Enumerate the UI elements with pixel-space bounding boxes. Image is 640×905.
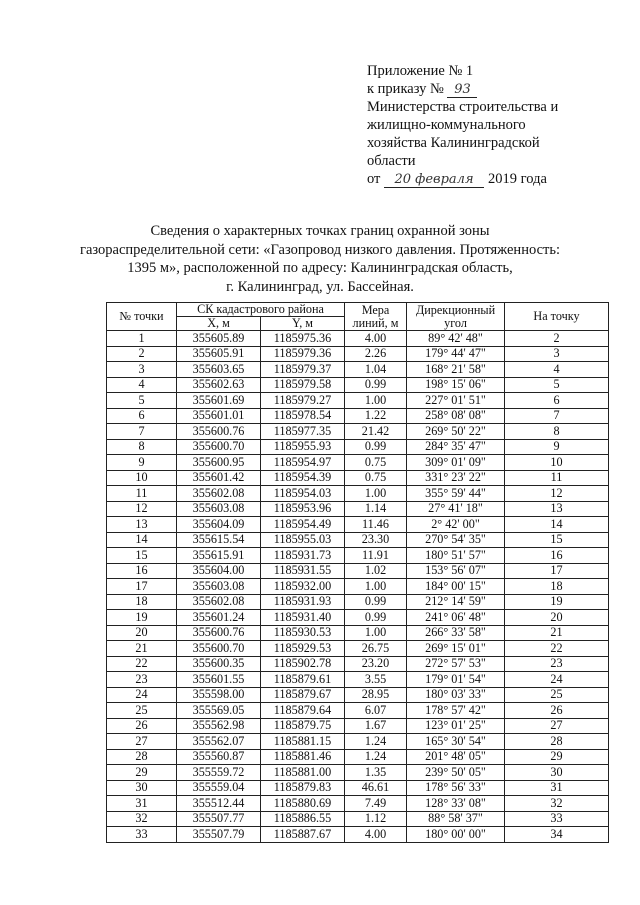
point-number-cell: 16 xyxy=(107,563,177,579)
y-cell: 1185879.64 xyxy=(261,703,345,719)
measure-cell: 1.00 xyxy=(345,486,407,502)
table-row xyxy=(107,610,609,626)
angle-cell: 27° 41' 18" xyxy=(407,501,505,517)
x-cell: 355615.91 xyxy=(177,548,261,564)
measure-cell: 28.95 xyxy=(345,687,407,703)
to-point-cell: 21 xyxy=(505,625,609,641)
table-row xyxy=(107,656,609,672)
x-cell: 355601.01 xyxy=(177,408,261,424)
to-point-cell: 13 xyxy=(505,501,609,517)
appendix-title: Приложение № 1 xyxy=(367,63,474,79)
x-cell: 355598.00 xyxy=(177,687,261,703)
x-cell: 355600.70 xyxy=(177,641,261,657)
y-cell: 1185879.67 xyxy=(261,687,345,703)
point-number-cell: 1 xyxy=(107,331,177,347)
to-point-cell: 6 xyxy=(505,393,609,409)
y-cell: 1185881.00 xyxy=(261,765,345,781)
table-row xyxy=(107,827,609,843)
measure-cell: 2.26 xyxy=(345,346,407,362)
measure-cell: 1.67 xyxy=(345,718,407,734)
point-number-cell: 21 xyxy=(107,641,177,657)
y-cell: 1185929.53 xyxy=(261,641,345,657)
title-line-4: г. Калининград, ул. Бассейная. xyxy=(226,278,414,295)
point-number-cell: 19 xyxy=(107,610,177,626)
angle-cell: 241° 06' 48" xyxy=(407,610,505,626)
x-cell: 355603.65 xyxy=(177,362,261,378)
measure-cell: 46.61 xyxy=(345,780,407,796)
angle-cell: 168° 21' 58" xyxy=(407,362,505,378)
table-row xyxy=(107,424,609,440)
table-row xyxy=(107,532,609,548)
to-point-cell: 29 xyxy=(505,749,609,765)
y-cell: 1185977.35 xyxy=(261,424,345,440)
y-cell: 1185954.03 xyxy=(261,486,345,502)
x-cell: 355559.04 xyxy=(177,780,261,796)
angle-cell: 269° 15' 01" xyxy=(407,641,505,657)
measure-cell: 1.00 xyxy=(345,393,407,409)
point-number-cell: 6 xyxy=(107,408,177,424)
x-cell: 355601.24 xyxy=(177,610,261,626)
point-number-cell: 3 xyxy=(107,362,177,378)
measure-cell: 0.99 xyxy=(345,610,407,626)
y-cell: 1185880.69 xyxy=(261,796,345,812)
to-point-cell: 30 xyxy=(505,765,609,781)
measure-cell: 6.07 xyxy=(345,703,407,719)
measure-cell: 0.99 xyxy=(345,594,407,610)
x-cell: 355601.69 xyxy=(177,393,261,409)
point-number-cell: 20 xyxy=(107,625,177,641)
header-x: X, м xyxy=(177,317,261,331)
to-point-cell: 32 xyxy=(505,796,609,812)
table-row xyxy=(107,749,609,765)
date-line xyxy=(367,170,627,188)
y-cell: 1185979.58 xyxy=(261,377,345,393)
to-point-cell: 22 xyxy=(505,641,609,657)
x-cell: 355615.54 xyxy=(177,532,261,548)
y-cell: 1185881.15 xyxy=(261,734,345,750)
measure-cell: 1.00 xyxy=(345,625,407,641)
measure-cell: 0.75 xyxy=(345,455,407,471)
y-cell: 1185879.75 xyxy=(261,718,345,734)
table-row xyxy=(107,470,609,486)
measure-cell: 1.00 xyxy=(345,579,407,595)
y-cell: 1185931.93 xyxy=(261,594,345,610)
order-prefix: к приказу № xyxy=(367,81,444,97)
x-cell: 355600.35 xyxy=(177,656,261,672)
table-row xyxy=(107,331,609,347)
measure-cell: 3.55 xyxy=(345,672,407,688)
angle-cell: 227° 01' 51" xyxy=(407,393,505,409)
header-line-measure xyxy=(345,303,407,331)
to-point-cell: 11 xyxy=(505,470,609,486)
angle-cell: 178° 56' 33" xyxy=(407,780,505,796)
point-number-cell: 26 xyxy=(107,718,177,734)
x-cell: 355562.98 xyxy=(177,718,261,734)
angle-cell: 180° 03' 33" xyxy=(407,687,505,703)
y-cell: 1185954.97 xyxy=(261,455,345,471)
table-row xyxy=(107,765,609,781)
table-row xyxy=(107,780,609,796)
measure-cell: 7.49 xyxy=(345,796,407,812)
ministry-line-2: жилищно-коммунального xyxy=(367,117,526,133)
x-cell: 355569.05 xyxy=(177,703,261,719)
point-number-cell: 17 xyxy=(107,579,177,595)
y-cell: 1185931.73 xyxy=(261,548,345,564)
to-point-cell: 15 xyxy=(505,532,609,548)
to-point-cell: 17 xyxy=(505,563,609,579)
point-number-cell: 13 xyxy=(107,517,177,533)
x-cell: 355602.63 xyxy=(177,377,261,393)
to-point-cell: 34 xyxy=(505,827,609,843)
measure-cell: 21.42 xyxy=(345,424,407,440)
angle-cell: 179° 44' 47" xyxy=(407,346,505,362)
x-cell: 355605.89 xyxy=(177,331,261,347)
angle-cell: 284° 35' 47" xyxy=(407,439,505,455)
angle-cell: 272° 57' 53" xyxy=(407,656,505,672)
y-cell: 1185879.61 xyxy=(261,672,345,688)
table-row xyxy=(107,548,609,564)
table-row xyxy=(107,439,609,455)
point-number-cell: 27 xyxy=(107,734,177,750)
measure-cell: 1.12 xyxy=(345,811,407,827)
x-cell: 355507.79 xyxy=(177,827,261,843)
angle-cell: 88° 58' 37" xyxy=(407,811,505,827)
measure-cell: 1.04 xyxy=(345,362,407,378)
point-number-cell: 2 xyxy=(107,346,177,362)
table-row xyxy=(107,594,609,610)
to-point-cell: 25 xyxy=(505,687,609,703)
to-point-cell: 26 xyxy=(505,703,609,719)
angle-cell: 331° 23' 22" xyxy=(407,470,505,486)
angle-cell: 258° 08' 08" xyxy=(407,408,505,424)
angle-cell: 180° 51' 57" xyxy=(407,548,505,564)
appendix-header xyxy=(367,62,627,188)
measure-cell: 1.22 xyxy=(345,408,407,424)
measure-cell: 0.99 xyxy=(345,439,407,455)
to-point-cell: 4 xyxy=(505,362,609,378)
to-point-cell: 23 xyxy=(505,656,609,672)
point-number-cell: 33 xyxy=(107,827,177,843)
angle-cell: 239° 50' 05" xyxy=(407,765,505,781)
angle-cell: 184° 00' 15" xyxy=(407,579,505,595)
header-point-number: № точки xyxy=(107,303,177,331)
point-number-cell: 31 xyxy=(107,796,177,812)
y-cell: 1185881.46 xyxy=(261,749,345,765)
boundary-points-table xyxy=(106,302,609,843)
table-row xyxy=(107,455,609,471)
angle-cell: 266° 33' 58" xyxy=(407,625,505,641)
point-number-cell: 30 xyxy=(107,780,177,796)
y-cell: 1185887.67 xyxy=(261,827,345,843)
point-number-cell: 18 xyxy=(107,594,177,610)
point-number-cell: 28 xyxy=(107,749,177,765)
angle-cell: 309° 01' 09" xyxy=(407,455,505,471)
table-row xyxy=(107,393,609,409)
x-cell: 355601.42 xyxy=(177,470,261,486)
angle-cell: 269° 50' 22" xyxy=(407,424,505,440)
angle-cell: 89° 42' 48" xyxy=(407,331,505,347)
y-cell: 1185975.36 xyxy=(261,331,345,347)
point-number-cell: 7 xyxy=(107,424,177,440)
y-cell: 1185879.83 xyxy=(261,780,345,796)
measure-cell: 23.30 xyxy=(345,532,407,548)
measure-cell: 1.35 xyxy=(345,765,407,781)
y-cell: 1185955.93 xyxy=(261,439,345,455)
x-cell: 355560.87 xyxy=(177,749,261,765)
point-number-cell: 29 xyxy=(107,765,177,781)
angle-cell: 128° 33' 08" xyxy=(407,796,505,812)
header-sk: СК кадастрового района xyxy=(177,303,345,317)
point-number-cell: 23 xyxy=(107,672,177,688)
y-cell: 1185931.55 xyxy=(261,563,345,579)
x-cell: 355603.08 xyxy=(177,579,261,595)
x-cell: 355507.77 xyxy=(177,811,261,827)
to-point-cell: 12 xyxy=(505,486,609,502)
x-cell: 355601.55 xyxy=(177,672,261,688)
y-cell: 1185953.96 xyxy=(261,501,345,517)
to-point-cell: 33 xyxy=(505,811,609,827)
point-number-cell: 10 xyxy=(107,470,177,486)
table-row xyxy=(107,734,609,750)
angle-cell: 2° 42' 00" xyxy=(407,517,505,533)
ministry-line-1: Министерства строительства и xyxy=(367,99,559,115)
point-number-cell: 5 xyxy=(107,393,177,409)
point-number-cell: 15 xyxy=(107,548,177,564)
point-number-cell: 22 xyxy=(107,656,177,672)
measure-cell: 26.75 xyxy=(345,641,407,657)
to-point-cell: 14 xyxy=(505,517,609,533)
table-row xyxy=(107,563,609,579)
angle-cell: 153° 56' 07" xyxy=(407,563,505,579)
angle-cell: 165° 30' 54" xyxy=(407,734,505,750)
measure-cell: 4.00 xyxy=(345,827,407,843)
measure-cell: 0.75 xyxy=(345,470,407,486)
y-cell: 1185979.27 xyxy=(261,393,345,409)
measure-cell: 23.20 xyxy=(345,656,407,672)
x-cell: 355600.76 xyxy=(177,625,261,641)
point-number-cell: 14 xyxy=(107,532,177,548)
title-line-1: Сведения о характерных точках границ охранной зоны xyxy=(150,223,490,239)
ministry-line-3: хозяйства Калининградской xyxy=(367,135,540,151)
y-cell: 1185954.39 xyxy=(261,470,345,486)
y-cell: 1185931.40 xyxy=(261,610,345,626)
angle-cell: 270° 54' 35" xyxy=(407,532,505,548)
table-row xyxy=(107,362,609,378)
y-cell: 1185932.00 xyxy=(261,579,345,595)
point-number-cell: 32 xyxy=(107,811,177,827)
table-row xyxy=(107,796,609,812)
table-row xyxy=(107,517,609,533)
point-number-cell: 24 xyxy=(107,687,177,703)
x-cell: 355604.00 xyxy=(177,563,261,579)
angle-cell: 198° 15' 06" xyxy=(407,377,505,393)
measure-cell: 0.99 xyxy=(345,377,407,393)
to-point-cell: 3 xyxy=(505,346,609,362)
y-cell: 1185902.78 xyxy=(261,656,345,672)
x-cell: 355603.08 xyxy=(177,501,261,517)
header-measure-line-2: линий, м xyxy=(352,315,399,330)
header-direction-angle xyxy=(407,303,505,331)
title-line-3: 1395 м», расположенной по адресу: Калининградская область, xyxy=(127,260,513,276)
measure-cell: 1.24 xyxy=(345,749,407,765)
table-row xyxy=(107,687,609,703)
to-point-cell: 7 xyxy=(505,408,609,424)
x-cell: 355559.72 xyxy=(177,765,261,781)
to-point-cell: 24 xyxy=(505,672,609,688)
angle-cell: 355° 59' 44" xyxy=(407,486,505,502)
order-number-handwritten: 93 xyxy=(447,82,477,98)
date-prefix: от xyxy=(367,171,381,187)
to-point-cell: 9 xyxy=(505,439,609,455)
header-y: Y, м xyxy=(261,317,345,331)
table-row xyxy=(107,672,609,688)
ministry-line-4: области xyxy=(367,153,416,169)
header-angle-line-2: угол xyxy=(444,315,467,330)
header-measure-line-1: Мера xyxy=(361,302,390,317)
table-row xyxy=(107,501,609,517)
document-title xyxy=(30,222,610,296)
y-cell: 1185886.55 xyxy=(261,811,345,827)
to-point-cell: 19 xyxy=(505,594,609,610)
point-number-cell: 4 xyxy=(107,377,177,393)
y-cell: 1185978.54 xyxy=(261,408,345,424)
table-row xyxy=(107,486,609,502)
table-row xyxy=(107,641,609,657)
x-cell: 355602.08 xyxy=(177,486,261,502)
x-cell: 355600.76 xyxy=(177,424,261,440)
to-point-cell: 18 xyxy=(505,579,609,595)
angle-cell: 212° 14' 59" xyxy=(407,594,505,610)
y-cell: 1185955.03 xyxy=(261,532,345,548)
date-suffix: 2019 года xyxy=(488,171,547,187)
to-point-cell: 10 xyxy=(505,455,609,471)
to-point-cell: 2 xyxy=(505,331,609,347)
measure-cell: 4.00 xyxy=(345,331,407,347)
y-cell: 1185954.49 xyxy=(261,517,345,533)
order-line xyxy=(367,80,627,98)
table-row xyxy=(107,718,609,734)
angle-cell: 180° 00' 00" xyxy=(407,827,505,843)
point-number-cell: 8 xyxy=(107,439,177,455)
x-cell: 355600.70 xyxy=(177,439,261,455)
to-point-cell: 20 xyxy=(505,610,609,626)
x-cell: 355602.08 xyxy=(177,594,261,610)
title-line-2: газораспределительной сети: «Газопровод низкого давления. Протяженность: xyxy=(80,241,560,258)
point-number-cell: 9 xyxy=(107,455,177,471)
x-cell: 355600.95 xyxy=(177,455,261,471)
table-row xyxy=(107,346,609,362)
date-handwritten: 20 февраля xyxy=(384,172,484,188)
to-point-cell: 28 xyxy=(505,734,609,750)
table-body xyxy=(107,331,609,843)
measure-cell: 11.46 xyxy=(345,517,407,533)
table-row xyxy=(107,377,609,393)
angle-cell: 178° 57' 42" xyxy=(407,703,505,719)
angle-cell: 179° 01' 54" xyxy=(407,672,505,688)
point-number-cell: 12 xyxy=(107,501,177,517)
table-row xyxy=(107,579,609,595)
point-number-cell: 11 xyxy=(107,486,177,502)
to-point-cell: 5 xyxy=(505,377,609,393)
to-point-cell: 31 xyxy=(505,780,609,796)
angle-cell: 123° 01' 25" xyxy=(407,718,505,734)
to-point-cell: 27 xyxy=(505,718,609,734)
x-cell: 355605.91 xyxy=(177,346,261,362)
y-cell: 1185930.53 xyxy=(261,625,345,641)
y-cell: 1185979.36 xyxy=(261,346,345,362)
measure-cell: 1.02 xyxy=(345,563,407,579)
table-row xyxy=(107,703,609,719)
x-cell: 355562.07 xyxy=(177,734,261,750)
header-angle-line-1: Дирекционный xyxy=(415,302,496,317)
y-cell: 1185979.37 xyxy=(261,362,345,378)
header-to-point: На точку xyxy=(505,303,609,331)
x-cell: 355512.44 xyxy=(177,796,261,812)
to-point-cell: 16 xyxy=(505,548,609,564)
measure-cell: 1.14 xyxy=(345,501,407,517)
table-row xyxy=(107,811,609,827)
measure-cell: 1.24 xyxy=(345,734,407,750)
x-cell: 355604.09 xyxy=(177,517,261,533)
angle-cell: 201° 48' 05" xyxy=(407,749,505,765)
table-row xyxy=(107,625,609,641)
measure-cell: 11.91 xyxy=(345,548,407,564)
table-row xyxy=(107,408,609,424)
to-point-cell: 8 xyxy=(505,424,609,440)
point-number-cell: 25 xyxy=(107,703,177,719)
